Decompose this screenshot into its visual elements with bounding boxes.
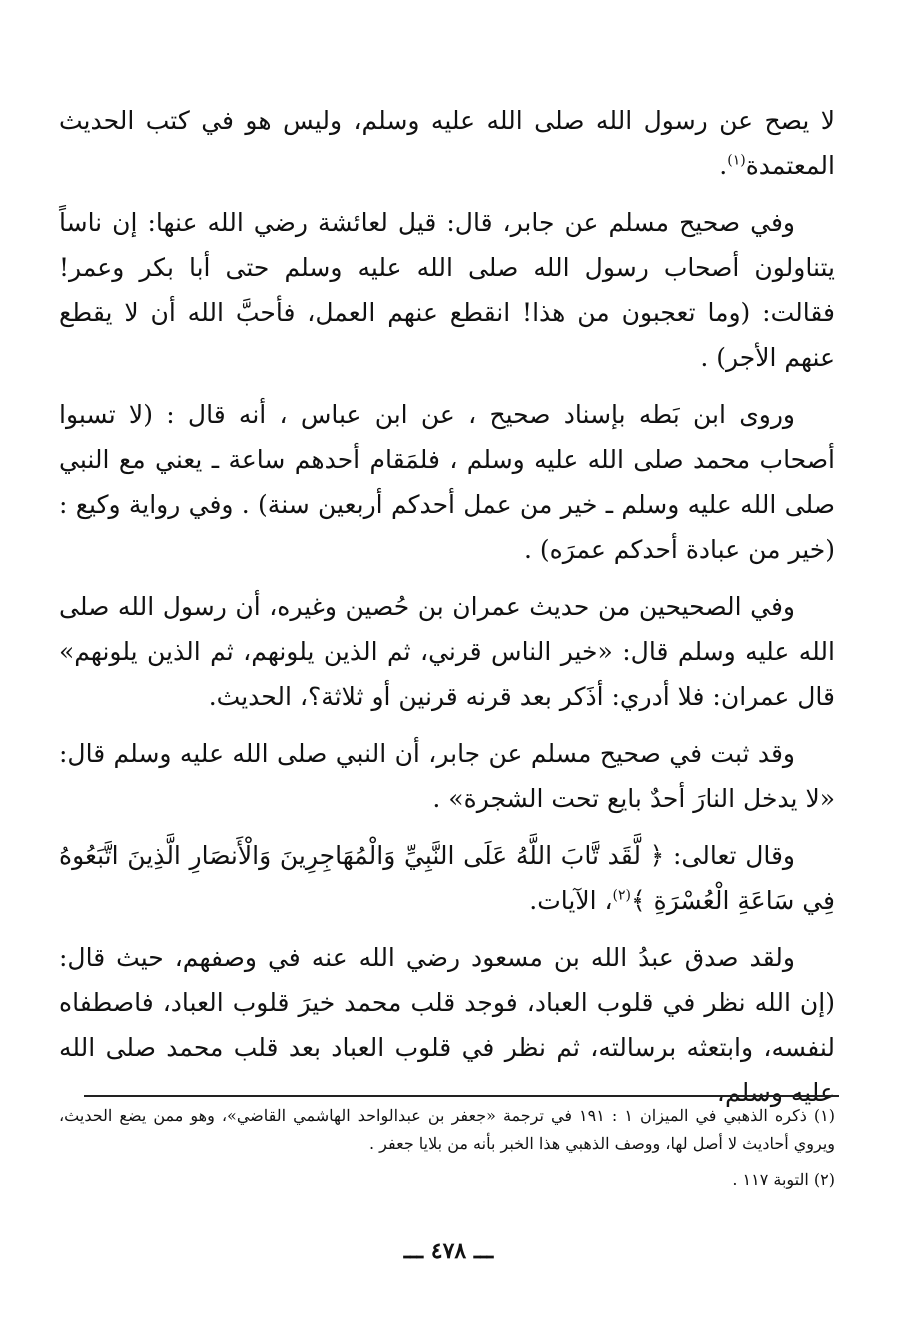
- paragraph-4: [59, 584, 835, 719]
- page-number: ـــ ٤٧٨ ـــ: [403, 1238, 494, 1264]
- paragraph-2: [59, 200, 835, 380]
- paragraph-lead: وقال تعالى:: [673, 841, 795, 870]
- paragraph-text: وروى ابن بَطه بإسناد صحيح ، عن ابن عباس ، أنه قال : (لا تسبوا أصحاب محمد صلى الله عليه وسلم ، فلمَقام أحدهم ساعة ـ يعني مع النبي صلى الله عليه وسلم ـ خير من عمل أحدكم أربعين سنة) . وفي رواية وكيع : (خير من عبادة أحدكم عمرَه) .: [59, 400, 835, 564]
- paragraph-1: [59, 98, 835, 188]
- main-text: [59, 98, 835, 1127]
- footnote-marker-2[interactable]: (٢): [612, 887, 632, 904]
- paragraph-tail: ، الآيات.: [529, 886, 613, 915]
- paragraph-tail: .: [719, 151, 728, 180]
- paragraph-text: لا يصح عن رسول الله صلى الله عليه وسلم، وليس هو في كتب الحديث المعتمدة: [59, 106, 835, 180]
- paragraph-3: [59, 392, 835, 572]
- paragraph-6: [59, 833, 835, 923]
- paragraph-5: [59, 731, 835, 821]
- footnote-2: (٢) التوبة ١١٧ .: [732, 1170, 835, 1189]
- quran-verse: ﴿ لَّقَد تَّابَ اللَّهُ عَلَى النَّبِيِّ وَالْمُهَاجِرِينَ وَالْأَنصَارِ الَّذِينَ اتَّبَعُوهُ فِي سَاعَةِ الْعُسْرَةِ ﴾: [59, 841, 835, 915]
- paragraph-text: وفي صحيح مسلم عن جابر، قال: قيل لعائشة رضي الله عنها: إن ناساً يتناولون أصحاب رسول الله صلى الله عليه وسلم حتى أبا بكر وعمر! فقالت: (وما تعجبون من هذا! انقطع عنهم العمل، فأحبَّ الله أن لا يقطع عنهم الأجر) .: [59, 208, 835, 372]
- footnote-separator: [84, 1095, 839, 1097]
- paragraph-7: [59, 935, 835, 1115]
- paragraph-text: وفي الصحيحين من حديث عمران بن حُصين وغيره، أن رسول الله صلى الله عليه وسلم قال: «خير الناس قرني، ثم الذين يلونهم، ثم الذين يلونهم» قال عمران: فلا أدري: أذَكر بعد قرنه قرنين أو ثلاثة؟، الحديث.: [59, 592, 835, 711]
- footnote-marker-1[interactable]: (١): [727, 152, 746, 169]
- paragraph-text: وقد ثبت في صحيح مسلم عن جابر، أن النبي صلى الله عليه وسلم قال: «لا يدخل النارَ أحدٌ بايع تحت الشجرة» .: [59, 739, 835, 813]
- footnote-1: (١) ذكره الذهبي في الميزان ١ : ١٩١ في ترجمة «جعفر بن عبدالواحد الهاشمي القاضي»، وهو ممن يضع الحديث، ويروي أحاديث لا أصل لها، ووصف الذهبي هذا الخبر بأنه من بلايا جعفر .: [59, 1106, 835, 1153]
- footnotes: [59, 1102, 835, 1202]
- paragraph-text: ولقد صدق عبدُ الله بن مسعود رضي الله عنه في وصفهم، حيث قال: (إن الله نظر في قلوب العباد، فوجد قلب محمد خيرَ قلوب العباد، فاصطفاه لنفسه، وابتعثه برسالته، ثم نظر في قلوب العباد بعد قلب محمد صلى الله عليه وسلم،: [59, 943, 835, 1107]
